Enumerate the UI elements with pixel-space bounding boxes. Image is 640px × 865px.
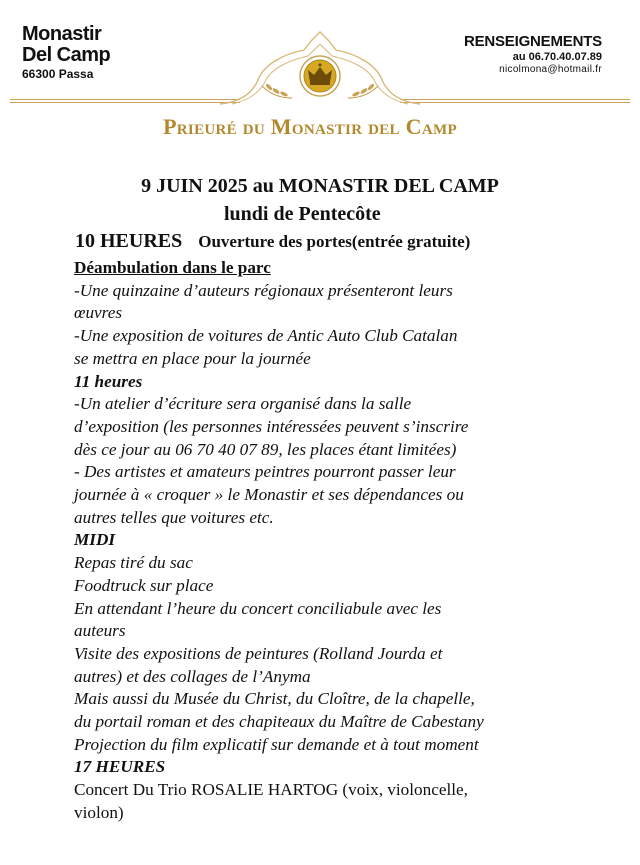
program-content — [74, 257, 554, 825]
midi-line: Mais aussi du Musée du Christ, du Cloître, de la chapelle, — [74, 689, 475, 709]
event-date-line: 9 JUIN 2025 au MONASTIR DEL CAMP — [141, 175, 499, 197]
h11-line: d’exposition (les personnes intéressées peuvent s’inscrire — [74, 416, 469, 436]
deambulation-line: -Une quinzaine d’auteurs régionaux présenteront leurs — [74, 280, 453, 300]
organizer-name-line2: Del Camp — [22, 44, 111, 66]
deambulation-line: -Une exposition de voitures de Antic Auto Club Catalan — [74, 326, 458, 346]
midi-line: Repas tiré du sac — [74, 553, 193, 573]
midi-line: auteurs — [74, 621, 126, 641]
midi-line: Visite des expositions de peintures (Rolland Jourda et — [74, 643, 443, 663]
h11-line: dès ce jour au 06 70 40 07 89, les places étant limitées) — [74, 439, 457, 459]
midi-line: Projection du film explicatif sur demande et à tout moment — [74, 734, 479, 754]
organizer-name-line1: Monastir — [22, 23, 102, 45]
organizer-postal: 66300 Passa — [22, 67, 94, 81]
midi-line: Foodtruck sur place — [74, 575, 214, 595]
h17-line: violon) — [74, 802, 124, 822]
crown-emblem-icon — [200, 28, 440, 110]
midi-line: autres) et des collages de l’Anyma — [74, 666, 311, 686]
deambulation-line: se mettra en place pour la journée — [74, 348, 311, 368]
midi-line: En attendant l’heure du concert conciliabule avec les — [74, 598, 442, 618]
event-day-line: lundi de Pentecôte — [224, 203, 381, 225]
h11-line: autres telles que voitures etc. — [74, 507, 274, 527]
contact-block — [464, 34, 602, 76]
h11-line: -Un atelier d’écriture sera organisé dans la salle — [74, 394, 412, 414]
organizer-block — [22, 24, 110, 80]
deambulation-line: œuvres — [74, 303, 123, 323]
midi-title: MIDI — [74, 530, 116, 550]
h11-title: 11 heures — [74, 371, 143, 391]
prieure-title: Prieuré du Monastir del Camp — [163, 114, 457, 139]
h17-title: 17 HEURES — [74, 757, 166, 777]
deambulation-title: Déambulation dans le parc — [74, 258, 271, 277]
h11-line: journée à « croquer » le Monastir et ses dépendances ou — [74, 485, 464, 505]
contact-phone: au 06.70.40.07.89 — [512, 50, 602, 63]
contact-email: nicolmona@hotmail.fr — [499, 64, 602, 76]
time-10-label: 10 HEURES — [75, 230, 183, 252]
time-10-description: Ouverture des portes(entrée gratuite) — [198, 232, 471, 251]
midi-line: du portail roman et des chapiteaux du Maître de Cabestany — [74, 712, 484, 732]
h17-line: Concert Du Trio ROSALIE HARTOG (voix, violoncelle, — [74, 780, 468, 800]
contact-title: RENSEIGNEMENTS — [463, 33, 602, 50]
time-10-row — [75, 230, 470, 253]
h11-line: - Des artistes et amateurs peintres pourront passer leur — [74, 462, 456, 482]
